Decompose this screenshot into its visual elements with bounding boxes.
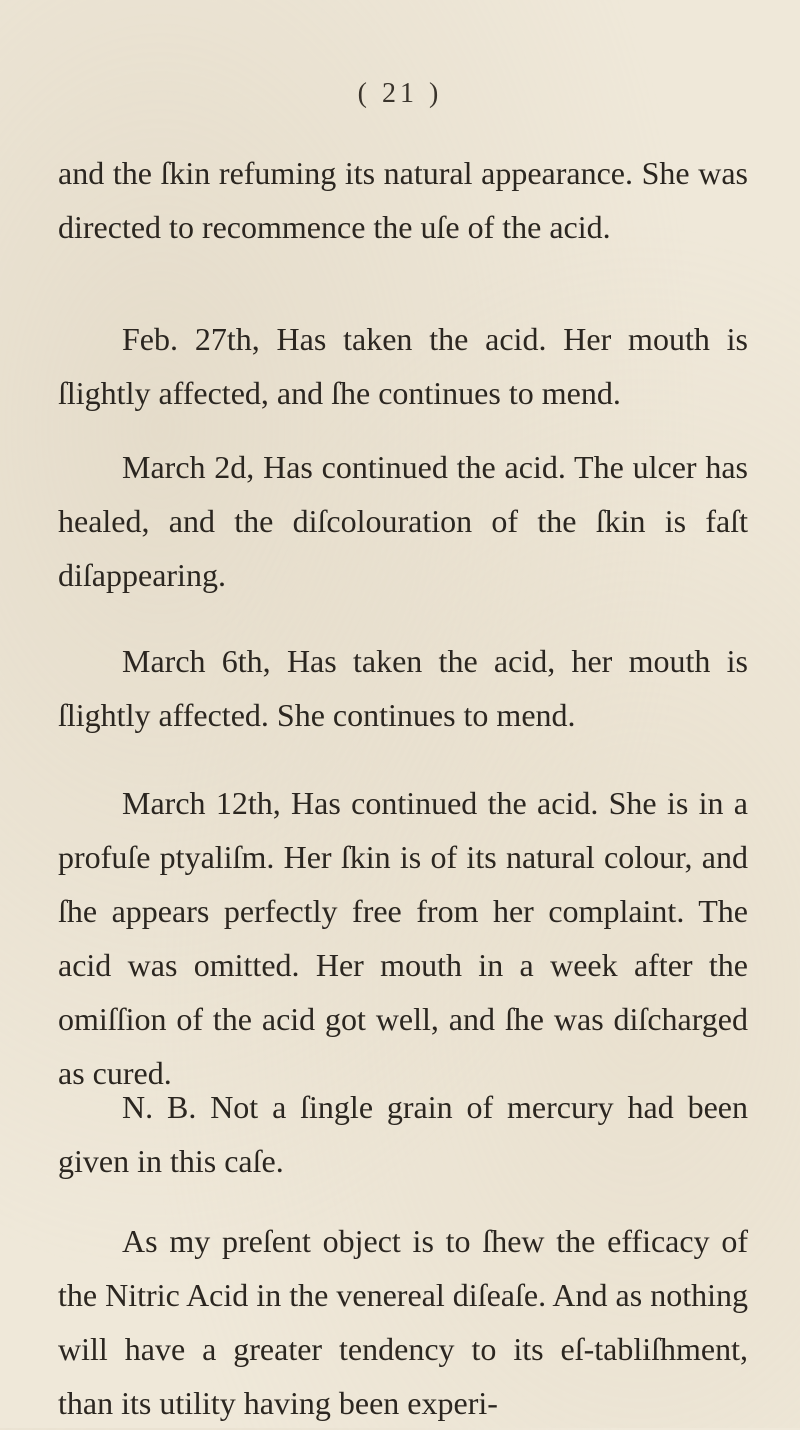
paragraph-march-2: March 2d, Has continued the acid. The ulcer has healed, and the diſcolouration of the ſkin is faſt diſappearing. (58, 449, 748, 593)
paragraph-feb-27: Feb. 27th, Has taken the acid. Her mouth is ſlightly affected, and ſhe continues to mend. (58, 321, 748, 411)
paragraph-nota-bene: N. B. Not a ſingle grain of mercury had been given in this caſe. (58, 1089, 748, 1179)
page-number: ( 21 ) (357, 78, 443, 109)
paragraph-continuation: and the ſkin refuming its natural appearance. She was directed to recommence the uſe of the acid. (58, 155, 748, 245)
paragraph-march-12: March 12th, Has continued the acid. She is in a profuſe ptyaliſm. Her ſkin is of its natural colour, and ſhe appears perfectly free from her complaint. The acid was omitted. Her mouth in a week after the omiſſion of the acid got well, and ſhe was diſcharged as cured. (58, 785, 748, 1091)
paragraph-present-object: As my preſent object is to ſhew the efficacy of the Nitric Acid in the venereal diſeaſe. And as nothing will have a greater tendency to its eſ-tabliſhment, than its utility having been experi- (58, 1223, 748, 1421)
paragraph-march-6: March 6th, Has taken the acid, her mouth is ſlightly affected. She continues to mend. (58, 643, 748, 733)
